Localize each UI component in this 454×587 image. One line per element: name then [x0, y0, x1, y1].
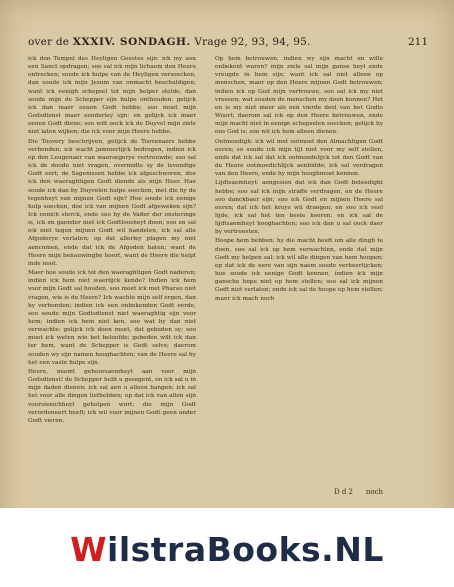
running-head-questions: Vrage 92, 93, 94, 95.: [194, 36, 311, 48]
watermark-first-letter: W: [70, 530, 108, 569]
left-paragraph-2: Die Toovery beschrijven, gelijck de Toovenaers hebbe verbonden; ick wacht jammerlijck bedrogen, indien ick op den Leugenaer van waersegerye vertrouwde; soo sal ick de doode niet vragen, overmidts sy de levendige Godt eert; de Sagenissen hebbe ick afgeschworen, doe ick den waeraghtigen Godt diende als mijn Heer. Hae soude ick dan by Duyvelen hulpe soecken, met die hy de tegenheyt van mijnen Godt sijn? Hoe soude ick eenige hulp soecken, doe ick van mijnen Godt afgeweken sijn? Ick eenich sterck, ende soo hy de Vader der onsteringe is, ick en gaender niet ick Godtloosheyt doen; soo en sal ick niet tegen mijnen Godt wil handelen, ick sal alle Afgoderye verlaten; op dat allerley plagen my niet aencomen, ende dat ick de Afgoden haten; want de Heere mijn benauwinghe hoort, want de Heere die helpt inde noot.: [28, 138, 196, 267]
signature-mark: D d 2: [334, 487, 353, 496]
left-paragraph-4: Heere, neemt gehoorsaemheyt aan voor mijn Godsdienst! de Schepper hebt u gesegent, en ick sal u in mijn daden dienen; ick sal aen u alleen hangen; ick sal het voor alle dingen liefhebben; op dat ick van allen sijn voorsienichheyt geholpen wort; die mijn Godt verordeneert heeft; ick wil voor mijnen Godt geen ander Godt vieren.: [28, 368, 196, 424]
running-head-title: [28, 36, 311, 48]
page-number: 211: [407, 36, 428, 48]
left-column: [28, 55, 196, 500]
left-paragraph-1: ick den Tempel des Heyligen Geestes sijn: ick my aen een Sanct opdragen; soo sal ick mijn lichaem den Heere ontrecken; soude ick hulpe van de Heyligen versoecken, dan soude ick mijn Jesum van onmacht beschuldigen; want ick eenigh schepsel tot mijn helper stelde, dan soude mijn de Schepper sijn hulpe onthouden: gelijck ick dan maer eenen Godt hebbe; soo moet mijn Godsdienst maer eenderley sijn: en gelijck ick maer eenen Godt diene; soo wilt oock ick de Duyvel mijn ziele niet laten wijken; die ick voor mijn Heere hebbe.: [28, 56, 196, 136]
right-paragraph-4: Hoope hem hebben; hy die macht heeft om alle dingh te doen, soo sal ick op hem verwachten, ende dat mijn Godt my helpen sal: ick wil alle dingen van hem hoopen; op dat ick de eere van sijn naem soude verheerlijcken; hoe soude ick eenige Godt kennen, indien ick mijn gansche hope niet op hem stellen; soo sal ick mijnen Godt niet verlaten; ende ick sal de hoope op hem stellen; maer ick mach noch: [215, 238, 383, 302]
right-paragraph-3: Lijdtsaemheyt: aengesien dat ick dan Godt beleedight hebbe; soo sal ick mijn straffe verdragen, en de Heere soo danckbaer sijn; soo ick Godt en mijnen Heere sal eeren; dat ick het kruys wil draegen; en soo ick veel lijde, ick sal het ten beste keeren; en ick sal de lijdtsaemheyt hooghachten; soo ick dan u sal oock daer by vertroosten.: [215, 180, 383, 236]
watermark-logo: [0, 530, 454, 569]
running-head-sunday: XXXIV. SONDAGH.: [72, 36, 191, 48]
left-column-text: [28, 55, 196, 500]
watermark-rest: ilstraBooks.NL: [107, 530, 384, 569]
left-paragraph-3: Maer hoe soude ick tot den waeraghtigen Godt naderen; indien ick hem niet waerlijck kende? Indien ick hem voor mijn Godt sal houden, soo moet ick met Pharao niet vragen, wie is de Heere? Ick wachte mijn self ergen, dan hy verbonden; indien ick een onbekenden Godt eerde, soo soude mijn Godtsdienst niet waeraghtig sijn voor hem; indien ick hem niet ken, soo wat hy dan niet verwachte: gelijck ick doen moet, dat gebeden sy; soo moet ick weten wie het beloofde; gebeden wilt ick dan ter hem, want de Schepper is Godt selve; daerom souden wy sijn namen hooghachten; van de Heere sal hy het een vaste hulpe sijn.: [28, 270, 196, 366]
right-paragraph-2: Ootmoedigh: ick wil met ootmoet den Almachtigen Godt eeren; so soude ick mijn tijt niet voor my self stellen, ende dat ick sal dat ick ootmoedelijck tot den Godt van de Heere ootmoedichlijck aenbidde; ick sal verdragen van den Heere, ende hy mijn hooghmoet kennen.: [215, 138, 383, 178]
right-paragraph-1: Op hem betrouwen, indien wy sijn macht en wille onbekent waren? mijn ziele sal mijn ganse heyl ende vreugde in hem sijn; want ick sal niet alleen op menschen, maer op den Heere mijnen Godt betrouwen; indien ick op God mijn vertrouwe, soo sal ick my niet vreesen; wat souden de menschen my doen konnen? Het en is my niet meer als een vierde deel van het Godts Woort; daerom sal ick op den Heere betrouwen, ende mijn macht niet in eenige schepselen soecken; gelijck hy ons God is; soo wil ick hem alleen dienen.: [215, 56, 383, 136]
right-column: [215, 55, 383, 500]
running-head: [28, 36, 428, 52]
catchword: noch: [365, 487, 383, 496]
running-head-prefix: over de: [28, 36, 70, 48]
right-column-text: [215, 55, 383, 485]
